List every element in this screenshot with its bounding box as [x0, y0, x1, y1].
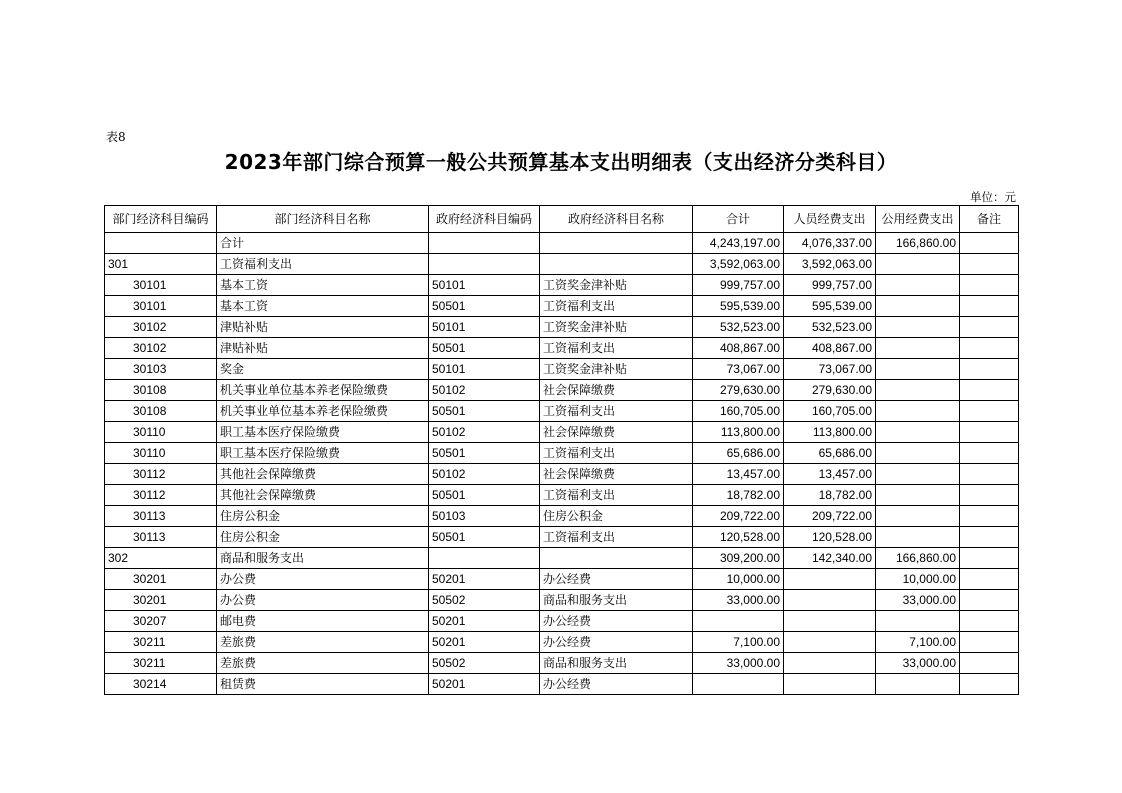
cell-note — [960, 632, 1019, 653]
cell-note — [960, 443, 1019, 464]
cell-dept-name: 合计 — [217, 233, 429, 254]
table-row — [105, 632, 1019, 653]
cell-personnel: 113,800.00 — [784, 422, 876, 443]
cell-gov-name — [540, 254, 693, 275]
cell-dept-code: 30108 — [105, 380, 217, 401]
cell-dept-name: 差旅费 — [217, 653, 429, 674]
cell-gov-name: 工资奖金津补贴 — [540, 275, 693, 296]
cell-gov-code: 50201 — [429, 632, 540, 653]
cell-total — [693, 674, 784, 695]
cell-dept-name: 办公费 — [217, 569, 429, 590]
cell-total — [693, 611, 784, 632]
table-row — [105, 527, 1019, 548]
cell-dept-name: 商品和服务支出 — [217, 548, 429, 569]
cell-dept-code: 30207 — [105, 611, 217, 632]
cell-gov-code: 50501 — [429, 443, 540, 464]
cell-gov-code: 50102 — [429, 464, 540, 485]
cell-public: 33,000.00 — [876, 590, 960, 611]
cell-dept-code: 30102 — [105, 317, 217, 338]
cell-note — [960, 464, 1019, 485]
cell-public — [876, 674, 960, 695]
cell-dept-name: 租赁费 — [217, 674, 429, 695]
cell-note — [960, 359, 1019, 380]
page-title: 2023年部门综合预算一般公共预算基本支出明细表（支出经济分类科目） — [224, 150, 898, 174]
cell-gov-code: 50501 — [429, 401, 540, 422]
table-row — [105, 569, 1019, 590]
cell-note — [960, 254, 1019, 275]
cell-note — [960, 401, 1019, 422]
cell-dept-name: 住房公积金 — [217, 527, 429, 548]
cell-gov-code: 50201 — [429, 674, 540, 695]
table-header-row — [105, 206, 1019, 233]
cell-dept-name: 基本工资 — [217, 296, 429, 317]
cell-dept-code: 30113 — [105, 527, 217, 548]
cell-dept-name: 机关事业单位基本养老保险缴费 — [217, 401, 429, 422]
cell-note — [960, 485, 1019, 506]
cell-public — [876, 506, 960, 527]
cell-gov-code: 50501 — [429, 338, 540, 359]
col-header-gov-code: 政府经济科目编码 — [429, 206, 540, 233]
cell-dept-name: 住房公积金 — [217, 506, 429, 527]
table-row — [105, 485, 1019, 506]
table-row — [105, 296, 1019, 317]
cell-gov-code: 50101 — [429, 317, 540, 338]
cell-public — [876, 527, 960, 548]
cell-personnel: 73,067.00 — [784, 359, 876, 380]
cell-gov-name: 工资福利支出 — [540, 296, 693, 317]
cell-dept-code: 30112 — [105, 485, 217, 506]
cell-gov-name: 办公经费 — [540, 569, 693, 590]
cell-gov-code: 50201 — [429, 611, 540, 632]
cell-gov-code: 50102 — [429, 380, 540, 401]
cell-note — [960, 422, 1019, 443]
cell-gov-code: 50102 — [429, 422, 540, 443]
cell-dept-name: 职工基本医疗保险缴费 — [217, 422, 429, 443]
cell-dept-code: 30214 — [105, 674, 217, 695]
col-header-dept-name: 部门经济科目名称 — [217, 206, 429, 233]
table-row — [105, 338, 1019, 359]
cell-dept-name: 工资福利支出 — [217, 254, 429, 275]
table-row — [105, 506, 1019, 527]
cell-public — [876, 380, 960, 401]
cell-gov-name: 工资福利支出 — [540, 527, 693, 548]
cell-public — [876, 401, 960, 422]
table-row — [105, 548, 1019, 569]
table-row — [105, 275, 1019, 296]
table-body — [105, 233, 1019, 695]
cell-note — [960, 296, 1019, 317]
cell-personnel: 13,457.00 — [784, 464, 876, 485]
cell-gov-code — [429, 233, 540, 254]
cell-dept-name: 机关事业单位基本养老保险缴费 — [217, 380, 429, 401]
table-row — [105, 590, 1019, 611]
cell-note — [960, 275, 1019, 296]
table-row — [105, 317, 1019, 338]
col-header-total: 合计 — [693, 206, 784, 233]
table-row — [105, 674, 1019, 695]
cell-public — [876, 275, 960, 296]
cell-gov-code: 50101 — [429, 359, 540, 380]
cell-note — [960, 548, 1019, 569]
cell-gov-code: 50502 — [429, 590, 540, 611]
cell-gov-name: 工资福利支出 — [540, 485, 693, 506]
cell-public — [876, 359, 960, 380]
cell-gov-code: 50101 — [429, 275, 540, 296]
cell-total: 33,000.00 — [693, 653, 784, 674]
cell-personnel: 120,528.00 — [784, 527, 876, 548]
cell-public — [876, 317, 960, 338]
cell-personnel: 279,630.00 — [784, 380, 876, 401]
cell-note — [960, 338, 1019, 359]
col-header-public: 公用经费支出 — [876, 206, 960, 233]
cell-public — [876, 611, 960, 632]
cell-personnel: 160,705.00 — [784, 401, 876, 422]
table-row — [105, 401, 1019, 422]
cell-gov-code: 50501 — [429, 485, 540, 506]
cell-gov-code: 50103 — [429, 506, 540, 527]
cell-dept-code: 30101 — [105, 296, 217, 317]
cell-dept-name: 津贴补贴 — [217, 338, 429, 359]
table-row — [105, 464, 1019, 485]
cell-dept-code: 30201 — [105, 569, 217, 590]
unit-label: 单位：元 — [970, 190, 1016, 204]
cell-dept-name: 奖金 — [217, 359, 429, 380]
cell-dept-code: 302 — [105, 548, 217, 569]
cell-gov-code — [429, 548, 540, 569]
cell-gov-name: 商品和服务支出 — [540, 590, 693, 611]
cell-dept-name: 其他社会保障缴费 — [217, 464, 429, 485]
table-row — [105, 653, 1019, 674]
cell-gov-name: 商品和服务支出 — [540, 653, 693, 674]
cell-note — [960, 506, 1019, 527]
cell-total: 160,705.00 — [693, 401, 784, 422]
cell-personnel — [784, 653, 876, 674]
cell-dept-name: 津贴补贴 — [217, 317, 429, 338]
cell-total: 18,782.00 — [693, 485, 784, 506]
cell-gov-name: 社会保障缴费 — [540, 422, 693, 443]
cell-gov-name: 社会保障缴费 — [540, 464, 693, 485]
cell-note — [960, 653, 1019, 674]
table-row — [105, 422, 1019, 443]
cell-gov-name — [540, 233, 693, 254]
cell-dept-code — [105, 233, 217, 254]
cell-total: 65,686.00 — [693, 443, 784, 464]
table-row — [105, 443, 1019, 464]
cell-gov-name: 住房公积金 — [540, 506, 693, 527]
cell-public: 10,000.00 — [876, 569, 960, 590]
budget-table — [104, 205, 1019, 695]
cell-dept-name: 基本工资 — [217, 275, 429, 296]
cell-dept-code: 30211 — [105, 653, 217, 674]
cell-note — [960, 233, 1019, 254]
cell-gov-name: 工资福利支出 — [540, 401, 693, 422]
cell-gov-name — [540, 548, 693, 569]
cell-personnel: 532,523.00 — [784, 317, 876, 338]
cell-public: 7,100.00 — [876, 632, 960, 653]
col-header-note: 备注 — [960, 206, 1019, 233]
cell-gov-code: 50502 — [429, 653, 540, 674]
cell-total: 7,100.00 — [693, 632, 784, 653]
cell-dept-code: 30110 — [105, 443, 217, 464]
table-row — [105, 233, 1019, 254]
cell-dept-name: 其他社会保障缴费 — [217, 485, 429, 506]
cell-dept-code: 301 — [105, 254, 217, 275]
cell-dept-code: 30101 — [105, 275, 217, 296]
cell-personnel — [784, 590, 876, 611]
cell-total: 113,800.00 — [693, 422, 784, 443]
cell-total: 120,528.00 — [693, 527, 784, 548]
cell-personnel: 65,686.00 — [784, 443, 876, 464]
cell-dept-code: 30108 — [105, 401, 217, 422]
cell-dept-code: 30211 — [105, 632, 217, 653]
cell-personnel: 595,539.00 — [784, 296, 876, 317]
cell-dept-code: 30102 — [105, 338, 217, 359]
cell-note — [960, 611, 1019, 632]
cell-personnel — [784, 674, 876, 695]
cell-personnel: 142,340.00 — [784, 548, 876, 569]
cell-total: 532,523.00 — [693, 317, 784, 338]
cell-total: 73,067.00 — [693, 359, 784, 380]
cell-gov-code: 50501 — [429, 527, 540, 548]
cell-personnel: 408,867.00 — [784, 338, 876, 359]
cell-dept-code: 30110 — [105, 422, 217, 443]
cell-public: 166,860.00 — [876, 548, 960, 569]
sheet-label: 表8 — [106, 130, 126, 144]
cell-note — [960, 569, 1019, 590]
cell-dept-name: 差旅费 — [217, 632, 429, 653]
cell-public: 33,000.00 — [876, 653, 960, 674]
cell-dept-code: 30113 — [105, 506, 217, 527]
col-header-dept-code: 部门经济科目编码 — [105, 206, 217, 233]
cell-total: 3,592,063.00 — [693, 254, 784, 275]
cell-personnel: 209,722.00 — [784, 506, 876, 527]
cell-total: 4,243,197.00 — [693, 233, 784, 254]
cell-dept-code: 30112 — [105, 464, 217, 485]
table-row — [105, 254, 1019, 275]
cell-dept-code: 30103 — [105, 359, 217, 380]
cell-total: 309,200.00 — [693, 548, 784, 569]
cell-personnel — [784, 632, 876, 653]
cell-public — [876, 443, 960, 464]
cell-total: 13,457.00 — [693, 464, 784, 485]
cell-public — [876, 464, 960, 485]
cell-note — [960, 590, 1019, 611]
col-header-personnel: 人员经费支出 — [784, 206, 876, 233]
cell-total: 279,630.00 — [693, 380, 784, 401]
cell-personnel — [784, 569, 876, 590]
cell-note — [960, 317, 1019, 338]
cell-gov-name: 工资福利支出 — [540, 338, 693, 359]
cell-personnel: 18,782.00 — [784, 485, 876, 506]
cell-public: 166,860.00 — [876, 233, 960, 254]
cell-gov-code — [429, 254, 540, 275]
cell-gov-name: 工资福利支出 — [540, 443, 693, 464]
cell-gov-name: 工资奖金津补贴 — [540, 317, 693, 338]
cell-total: 10,000.00 — [693, 569, 784, 590]
cell-gov-code: 50201 — [429, 569, 540, 590]
cell-total: 999,757.00 — [693, 275, 784, 296]
cell-public — [876, 422, 960, 443]
cell-dept-name: 邮电费 — [217, 611, 429, 632]
cell-dept-code: 30201 — [105, 590, 217, 611]
cell-gov-name: 社会保障缴费 — [540, 380, 693, 401]
cell-note — [960, 527, 1019, 548]
cell-personnel: 4,076,337.00 — [784, 233, 876, 254]
cell-personnel — [784, 611, 876, 632]
table-row — [105, 380, 1019, 401]
cell-public — [876, 485, 960, 506]
col-header-gov-name: 政府经济科目名称 — [540, 206, 693, 233]
cell-total: 595,539.00 — [693, 296, 784, 317]
cell-note — [960, 674, 1019, 695]
cell-gov-name: 办公经费 — [540, 632, 693, 653]
cell-gov-name: 工资奖金津补贴 — [540, 359, 693, 380]
cell-note — [960, 380, 1019, 401]
cell-dept-name: 办公费 — [217, 590, 429, 611]
cell-gov-code: 50501 — [429, 296, 540, 317]
cell-total: 33,000.00 — [693, 590, 784, 611]
cell-public — [876, 296, 960, 317]
cell-personnel: 3,592,063.00 — [784, 254, 876, 275]
cell-gov-name: 办公经费 — [540, 674, 693, 695]
table-row — [105, 611, 1019, 632]
cell-personnel: 999,757.00 — [784, 275, 876, 296]
cell-dept-name: 职工基本医疗保险缴费 — [217, 443, 429, 464]
cell-gov-name: 办公经费 — [540, 611, 693, 632]
cell-total: 209,722.00 — [693, 506, 784, 527]
table-row — [105, 359, 1019, 380]
cell-public — [876, 254, 960, 275]
cell-total: 408,867.00 — [693, 338, 784, 359]
cell-public — [876, 338, 960, 359]
